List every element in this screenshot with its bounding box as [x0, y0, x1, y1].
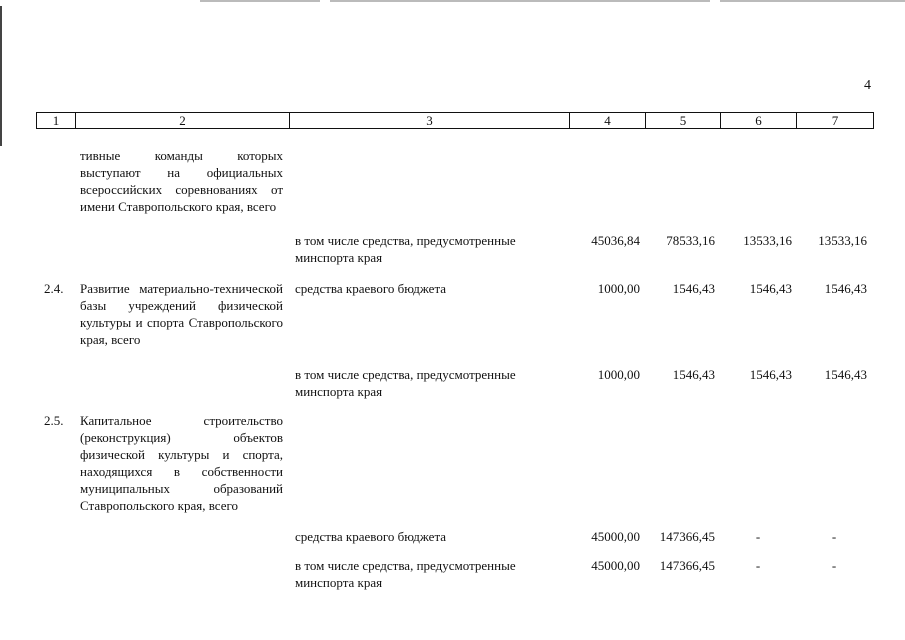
- row-value-col5: 78533,16: [666, 233, 715, 248]
- row-value-col7: 13533,16: [818, 233, 867, 248]
- row-value-col4: 1000,00: [597, 281, 640, 296]
- row-source: в том числе средства, предусмотренные минспорта края: [295, 558, 516, 590]
- row-value-col6: 13533,16: [743, 233, 792, 248]
- row-number: 2.4.: [44, 281, 64, 296]
- row-value-col5: 147366,45: [659, 529, 715, 544]
- header-col-1: 1: [37, 113, 76, 128]
- header-col-4: 4: [570, 113, 646, 128]
- row-source: в том числе средства, предусмотренные минспорта края: [295, 367, 516, 399]
- row-value-col6: 1546,43: [749, 367, 792, 382]
- row-value-col7: 1546,43: [824, 281, 867, 296]
- row-value-col6: -: [755, 558, 761, 573]
- scan-left-edge: [0, 6, 2, 146]
- scan-edge: [720, 0, 905, 2]
- row-value-col4: 1000,00: [597, 367, 640, 382]
- scan-edge: [330, 0, 710, 2]
- row-value-col6: 1546,43: [749, 281, 792, 296]
- row-value-col7: 1546,43: [824, 367, 867, 382]
- header-col-7: 7: [831, 113, 839, 128]
- header-col-6: 6: [721, 113, 797, 128]
- row-value-col4: 45000,00: [591, 529, 640, 544]
- row-source: средства краевого бюджета: [295, 281, 447, 296]
- row-value-col4: 45000,00: [591, 558, 640, 573]
- header-col-5: 5: [646, 113, 721, 128]
- row-value-col5: 1546,43: [672, 367, 715, 382]
- row-source: в том числе средства, предусмотренные минспорта края: [295, 233, 516, 265]
- row-value-col4: 45036,84: [591, 233, 640, 248]
- row-name: Капитальное строительство (реконструкция) объектов физической культуры и спорта, находящихся в собственности муниципальных образований Ставропольского края, всего: [80, 413, 283, 513]
- row-number: 2.5.: [44, 413, 64, 428]
- row-value-col5: 147366,45: [659, 558, 715, 573]
- row-source: средства краевого бюджета: [295, 529, 447, 544]
- scan-edge: [200, 0, 320, 2]
- row-value-col5: 1546,43: [672, 281, 715, 296]
- row-name: Развитие материально-технической базы учреждений физической культуры и спорта Ставропольского края, всего: [80, 281, 283, 347]
- header-col-2: 2: [76, 113, 290, 128]
- table-header: [36, 112, 874, 129]
- row-value-col6: -: [755, 529, 761, 544]
- row-value-col7: -: [831, 558, 837, 573]
- row-value-col7: -: [831, 529, 837, 544]
- header-col-3: 3: [290, 113, 570, 128]
- page-number: 4: [864, 78, 871, 93]
- row-name-continued: тивные команды которых выступают на официальных всероссийских соревнованиях от имени Ставропольского края, всего: [80, 148, 283, 214]
